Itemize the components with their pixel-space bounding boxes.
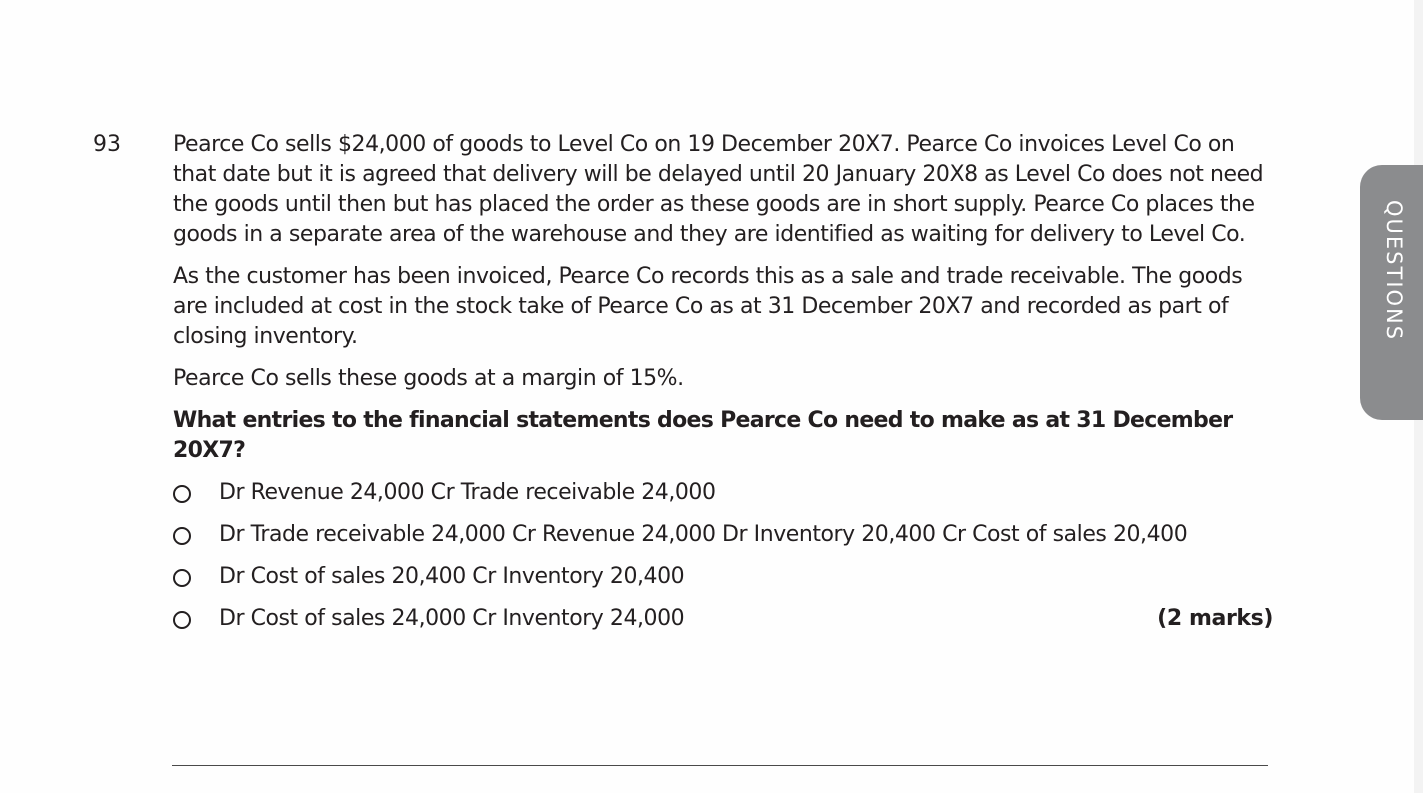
answer-option-3[interactable] xyxy=(173,562,1273,592)
answer-option-text: Dr Revenue 24,000 Cr Trade receivable 24,000 xyxy=(219,480,716,505)
bottom-divider xyxy=(172,765,1268,766)
answer-option-1[interactable] xyxy=(173,478,1273,508)
radio-circle-icon[interactable] xyxy=(173,569,191,587)
questions-side-tab xyxy=(1360,165,1423,420)
question-body xyxy=(173,130,1273,646)
radio-circle-icon[interactable] xyxy=(173,527,191,545)
side-tab-label: QUESTIONS xyxy=(1382,200,1406,342)
answer-option-4[interactable] xyxy=(173,604,1273,634)
answer-option-text: Dr Cost of sales 20,400 Cr Inventory 20,400 xyxy=(219,564,685,589)
question-prompt: What entries to the financial statements does Pearce Co need to make as at 31 December 20X7? xyxy=(173,408,1233,463)
answer-option-2[interactable] xyxy=(173,520,1273,550)
answer-option-text: Dr Cost of sales 24,000 Cr Inventory 24,000 xyxy=(219,606,685,631)
radio-circle-icon[interactable] xyxy=(173,485,191,503)
question-number: 93 xyxy=(93,132,121,157)
answer-options xyxy=(173,478,1273,634)
question-paragraph-3: Pearce Co sells these goods at a margin of 15%. xyxy=(173,366,684,391)
radio-circle-icon[interactable] xyxy=(173,611,191,629)
answer-option-text: Dr Trade receivable 24,000 Cr Revenue 24,000 Dr Inventory 20,400 Cr Cost of sales 20,400 xyxy=(219,522,1188,547)
question-paragraph-1: Pearce Co sells $24,000 of goods to Level Co on 19 December 20X7. Pearce Co invoices Level Co on that date but it is agreed that delivery will be delayed until 20 January 20X8 as Level Co does not need the goods until then but has placed the order as these goods are in short supply. Pearce Co places the goods in a separate area of the warehouse and they are identified as waiting for delivery to Level Co. xyxy=(173,132,1264,247)
marks-label: (2 marks) xyxy=(1157,606,1273,631)
question-paragraph-2: As the customer has been invoiced, Pearce Co records this as a sale and trade receivable. The goods are included at cost in the stock take of Pearce Co as at 31 December 20X7 and recorded as part of closing inventory. xyxy=(173,264,1243,349)
